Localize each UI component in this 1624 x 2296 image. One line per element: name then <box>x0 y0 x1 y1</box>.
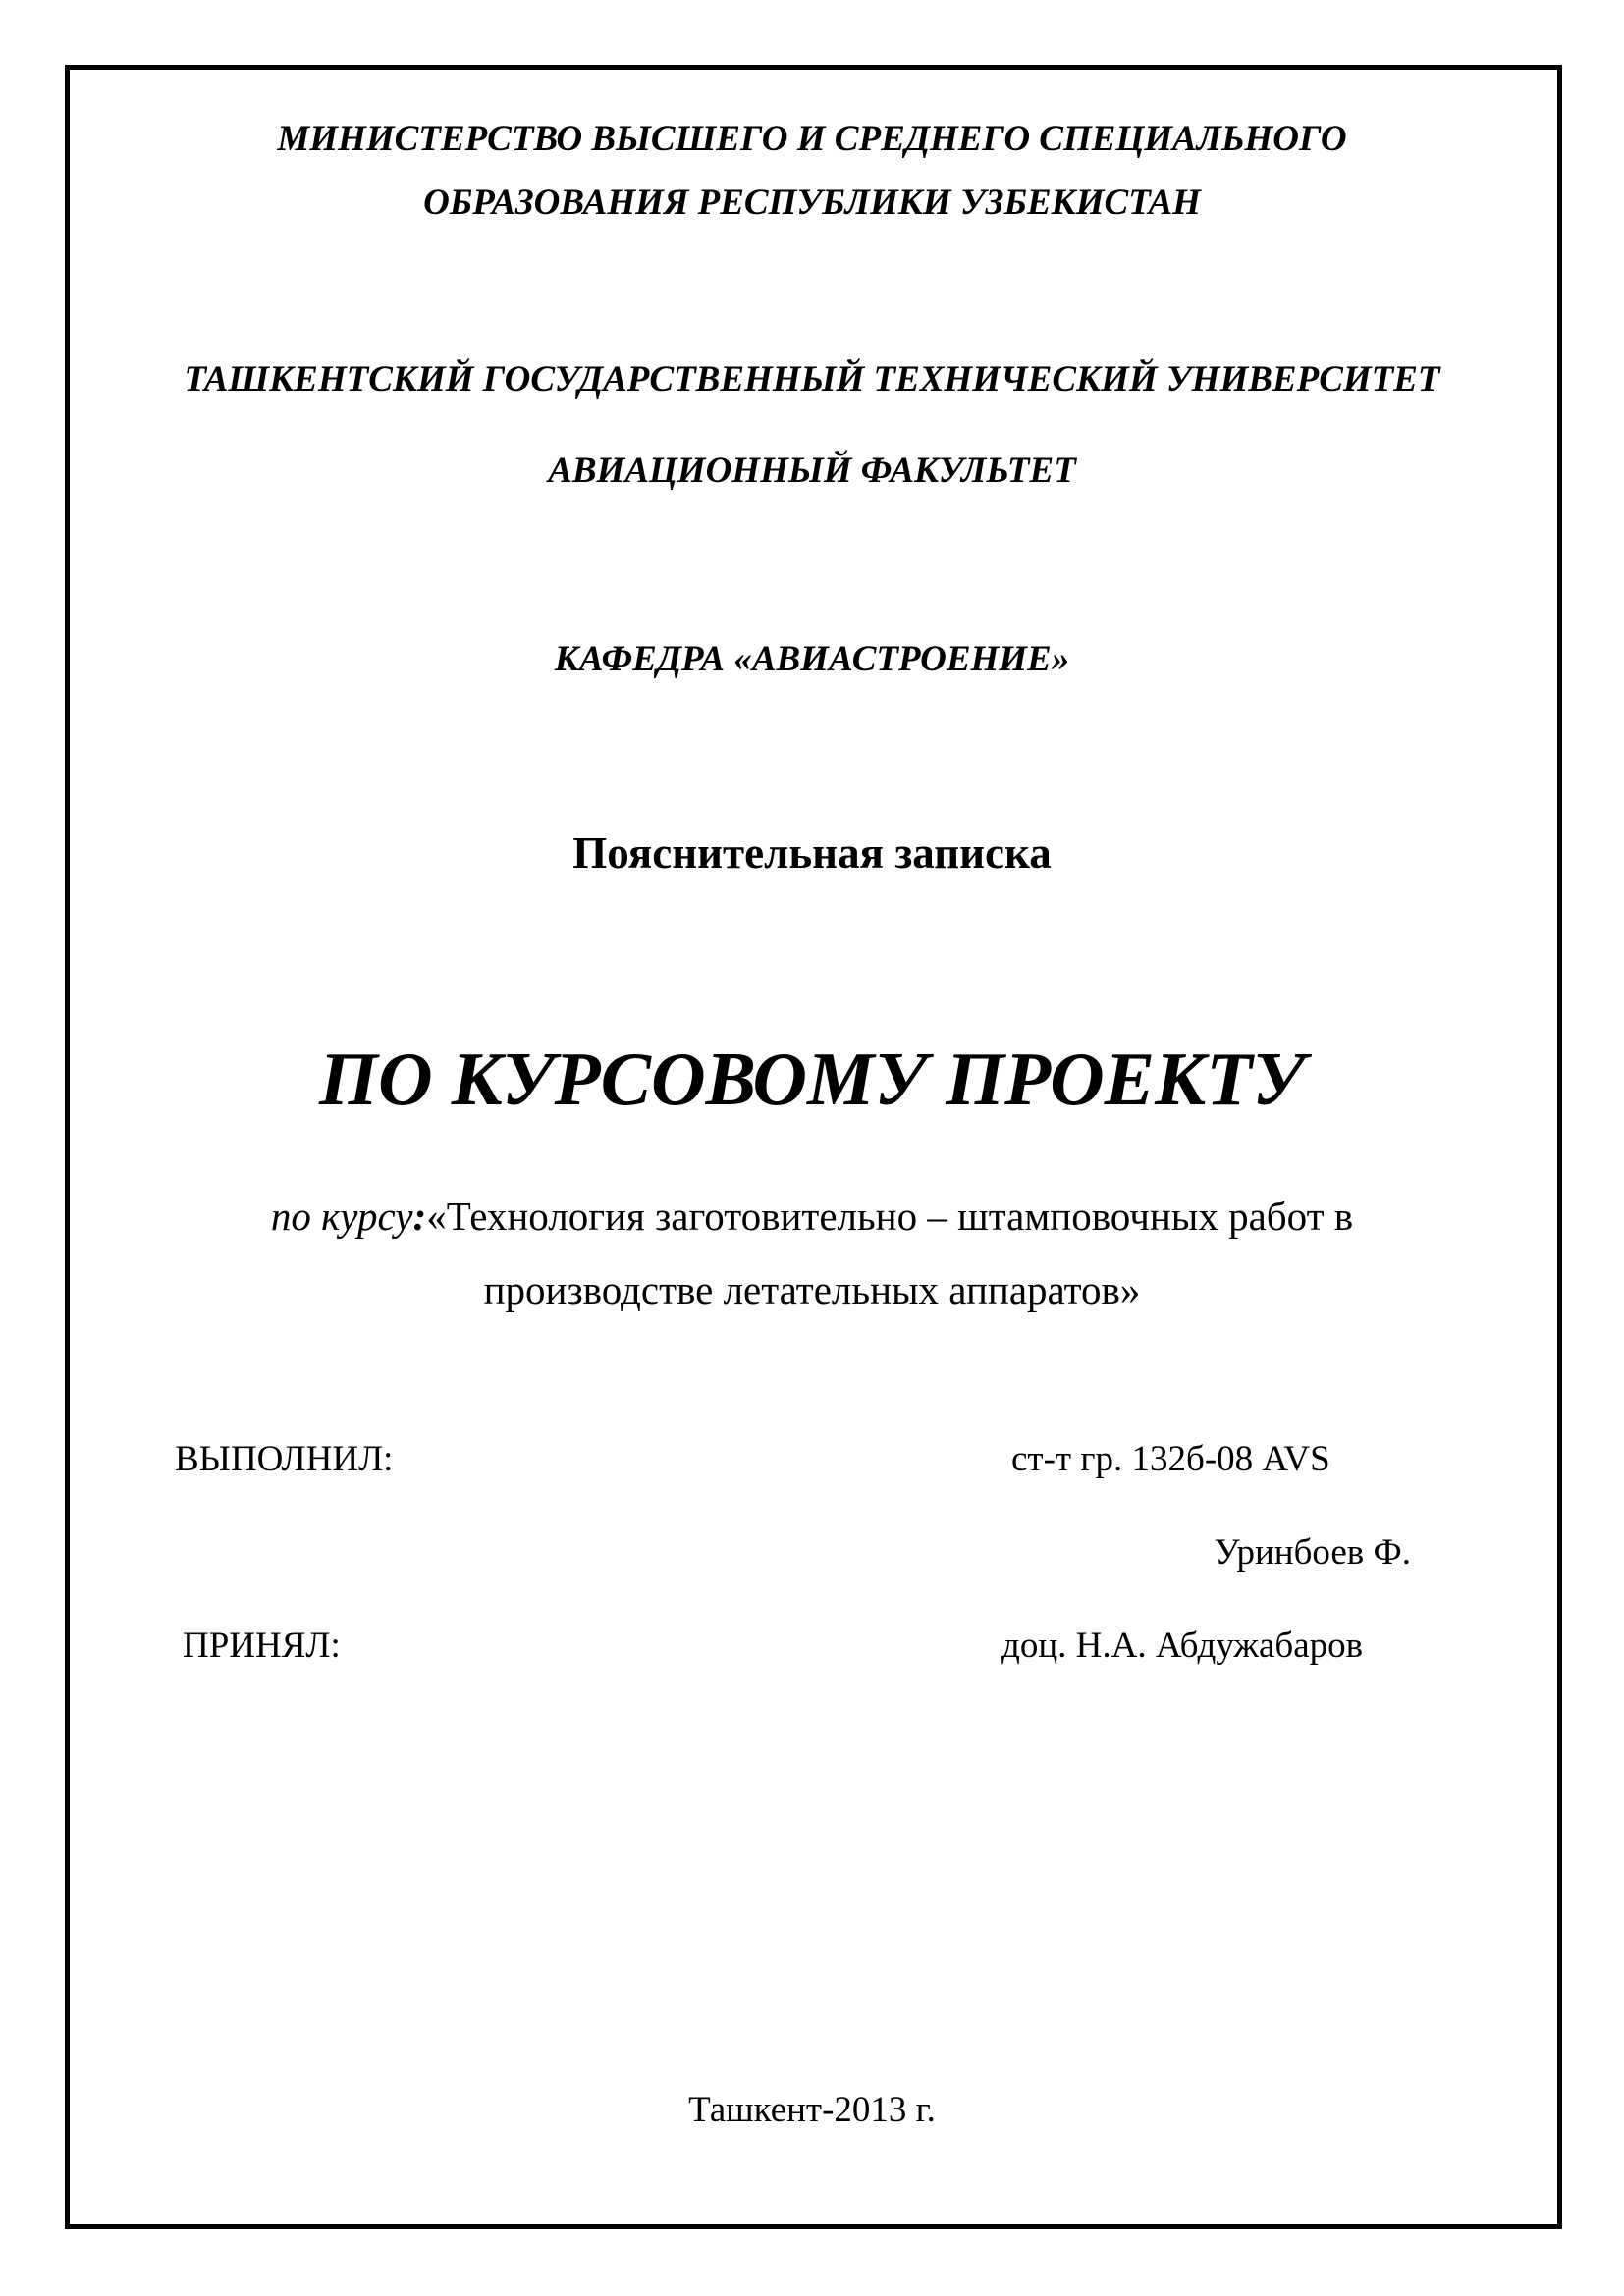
course-line-2: производстве летательных аппаратов» <box>483 1267 1141 1312</box>
city-year: Ташкент-2013 г. <box>688 2090 936 2130</box>
course-line-1 <box>0 1193 1624 1240</box>
document-type: Пояснительная записка <box>572 828 1052 878</box>
student-group: ст-т гр. 132б-08 AVS <box>1011 1439 1330 1479</box>
department-name: КАФЕДРА «АВИАСТРОЕНИЕ» <box>554 639 1070 679</box>
university-name: ТАШКЕНТСКИЙ ГОСУДАРСТВЕННЫЙ ТЕХНИЧЕСКИЙ УНИВЕРСИТЕТ <box>184 359 1440 400</box>
course-prefix: по курсу <box>270 1194 413 1239</box>
course-colon: : <box>412 1194 427 1239</box>
student-name: Уринбоев Ф. <box>1214 1532 1411 1573</box>
completed-label: ВЫПОЛНИЛ: <box>175 1439 394 1479</box>
document-title: ПО КУРСОВОМУ ПРОЕКТУ <box>319 1037 1305 1121</box>
ministry-line-2: ОБРАЗОВАНИЯ РЕСПУБЛИКИ УЗБЕКИСТАН <box>423 183 1201 223</box>
accepted-label: ПРИНЯЛ: <box>183 1626 341 1666</box>
course-name-part-1: «Технология заготовительно – штамповочных работ в <box>426 1194 1354 1239</box>
ministry-line-1: МИНИСТЕРСТВО ВЫСШЕГО И СРЕДНЕГО СПЕЦИАЛЬНОГО <box>277 119 1347 159</box>
faculty-name: АВИАЦИОННЫЙ ФАКУЛЬТЕТ <box>548 451 1076 491</box>
supervisor-name: доц. Н.А. Абдужабаров <box>1001 1626 1364 1666</box>
